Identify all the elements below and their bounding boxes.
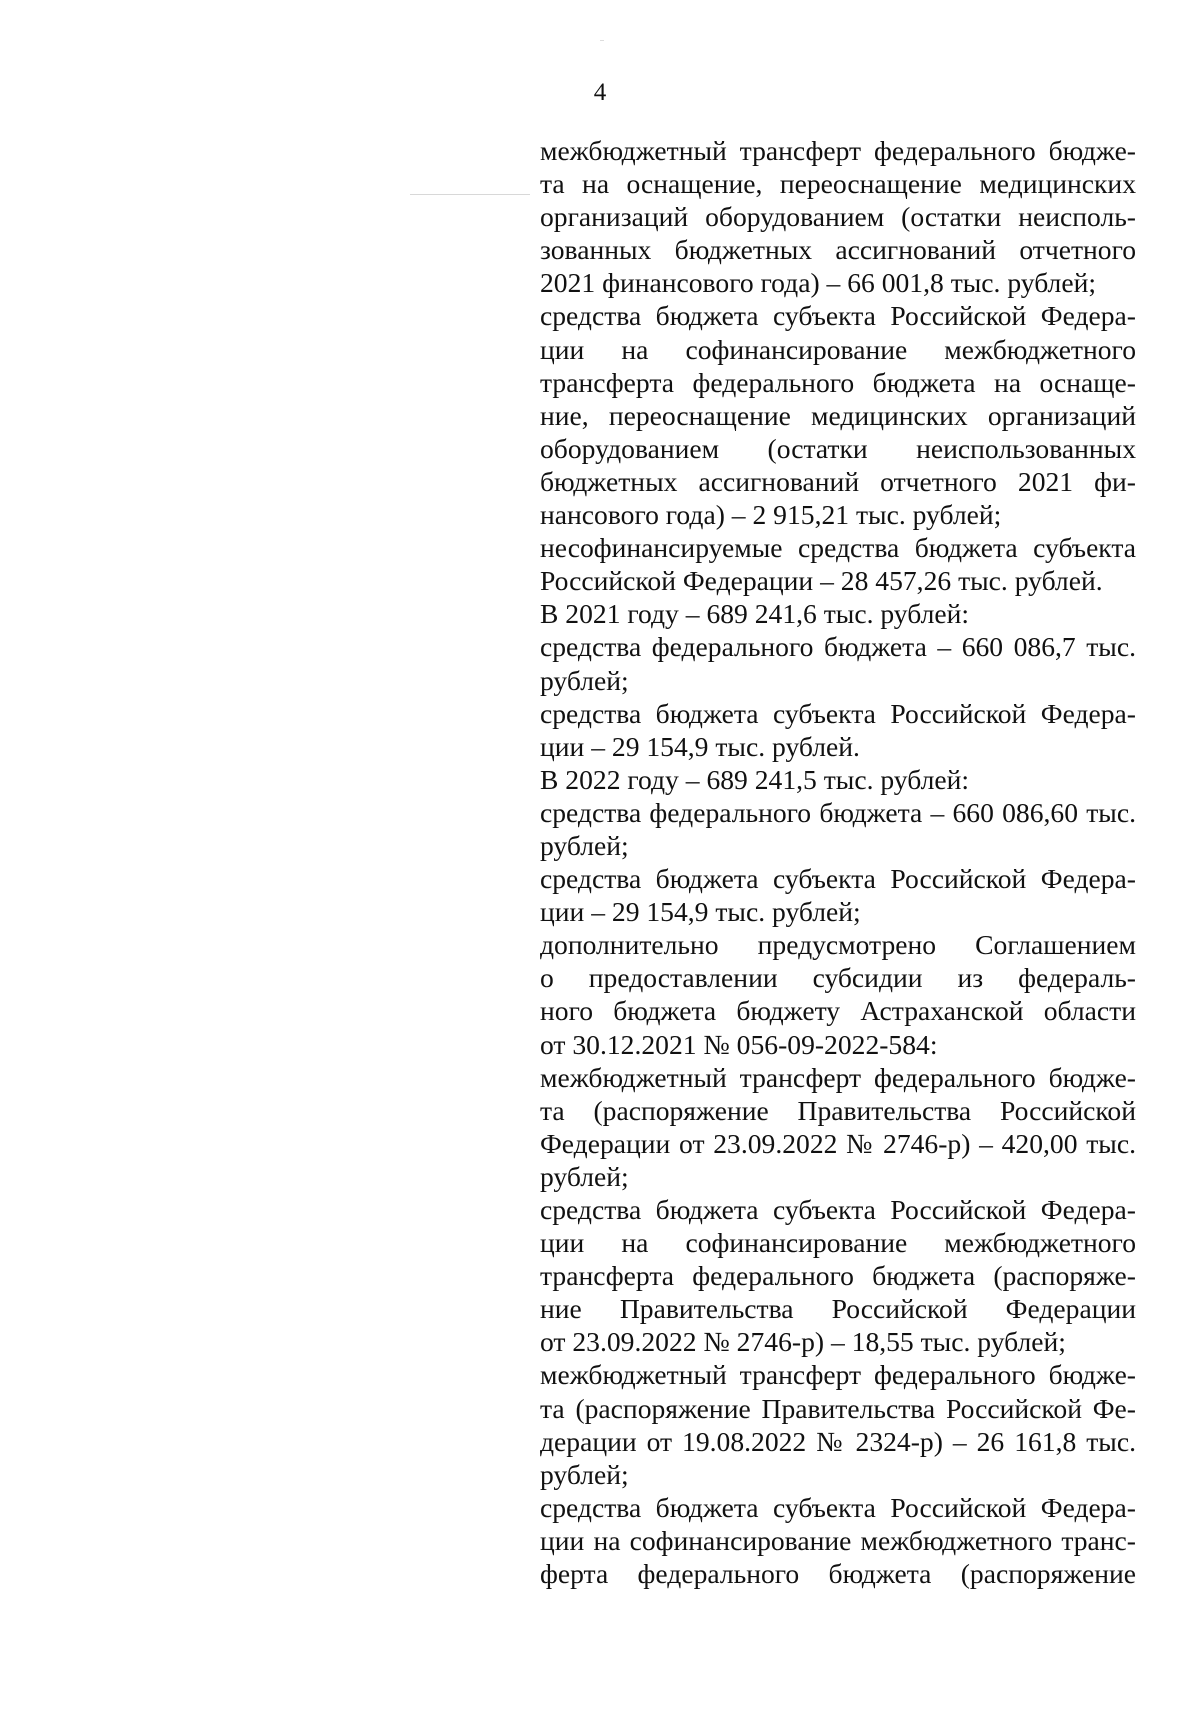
- paragraph: [540, 796, 1136, 862]
- text-line: дерации от 19.08.2022 № 2324-р) – 26 161,8 тыс.: [540, 1425, 1136, 1457]
- text-line: ции на софинансирование межбюджетного: [540, 1227, 1136, 1259]
- paragraph: [540, 1358, 1136, 1490]
- text-line: средства федерального бюджета – 660 086,60 тыс.: [540, 796, 1136, 828]
- text-line: средства бюджета субъекта Российской Федера-: [540, 697, 1136, 729]
- text-line: зованных бюджетных ассигнований отчетного: [540, 234, 1136, 266]
- text-line: трансферта федерального бюджета (распоряже-: [540, 1260, 1136, 1292]
- paragraph: [540, 1491, 1136, 1590]
- text-line: несофинансируемые средства бюджета субъекта: [540, 532, 1136, 564]
- text-line: от 23.09.2022 № 2746-р) – 18,55 тыс. рублей;: [540, 1326, 1066, 1358]
- text-line: оборудованием (остатки неиспользованных: [540, 432, 1136, 464]
- text-line: ного бюджета бюджету Астраханской области: [540, 995, 1136, 1027]
- text-line: средства бюджета субъекта Российской Федера-: [540, 863, 1136, 895]
- text-line: трансферта федерального бюджета на оснаще-: [540, 366, 1136, 398]
- text-line: ции – 29 154,9 тыс. рублей.: [540, 730, 860, 762]
- paragraph: [540, 1061, 1136, 1193]
- text-line: 2021 финансового года) – 66 001,8 тыс. рублей;: [540, 267, 1097, 299]
- text-line: от 30.12.2021 № 056-09-2022-584:: [540, 1028, 938, 1060]
- text-line: о предоставлении субсидии из федераль-: [540, 962, 1136, 994]
- text-line: ции на софинансирование межбюджетного транс-: [540, 1524, 1136, 1556]
- text-line: та (распоряжение Правительства Российской Фе-: [540, 1392, 1136, 1424]
- paragraph: [540, 134, 1136, 299]
- text-line: ние, переоснащение медицинских организаций: [540, 399, 1136, 431]
- text-line: межбюджетный трансферт федерального бюдже-: [540, 1359, 1136, 1391]
- document-body: [540, 134, 1136, 1590]
- text-line: рублей;: [540, 1160, 629, 1192]
- text-line: Российской Федерации – 28 457,26 тыс. рублей.: [540, 565, 1103, 597]
- text-line: средства федерального бюджета – 660 086,7 тыс.: [540, 631, 1136, 663]
- paragraph: [540, 1193, 1136, 1358]
- text-line: межбюджетный трансферт федерального бюдже-: [540, 1061, 1136, 1093]
- text-line: В 2021 году – 689 241,6 тыс. рублей:: [540, 598, 970, 630]
- text-line: В 2022 году – 689 241,5 тыс. рублей:: [540, 763, 970, 795]
- paragraph: [540, 763, 1136, 796]
- text-line: средства бюджета субъекта Российской Федера-: [540, 1491, 1136, 1523]
- text-line: рублей;: [540, 829, 629, 861]
- text-line: организаций оборудованием (остатки неисполь-: [540, 201, 1136, 233]
- text-line: межбюджетный трансферт федерального бюдже-: [540, 135, 1136, 166]
- paragraph: [540, 630, 1136, 696]
- text-line: ние Правительства Российской Федерации: [540, 1293, 1136, 1325]
- text-line: та (распоряжение Правительства Российской: [540, 1094, 1136, 1126]
- text-line: Федерации от 23.09.2022 № 2746-р) – 420,00 тыс.: [540, 1127, 1136, 1159]
- text-line: средства бюджета субъекта Российской Федера-: [540, 1194, 1136, 1225]
- text-line: бюджетных ассигнований отчетного 2021 фи-: [540, 465, 1136, 497]
- paragraph: [540, 531, 1136, 597]
- paragraph: [540, 928, 1136, 1060]
- text-line: ферта федерального бюджета (распоряжение: [540, 1558, 1136, 1590]
- text-line: ции – 29 154,9 тыс. рублей;: [540, 896, 861, 928]
- paragraph: [540, 862, 1136, 928]
- page-number: 4: [593, 79, 607, 106]
- text-line: нансового года) – 2 915,21 тыс. рублей;: [540, 499, 1002, 531]
- text-line: средства бюджета субъекта Российской Федера-: [540, 300, 1136, 332]
- scan-artifact: [410, 194, 530, 195]
- text-line: дополнительно предусмотрено Соглашением: [540, 929, 1136, 961]
- scan-artifact: [600, 40, 604, 41]
- text-line: та на оснащение, переоснащение медицинских: [540, 168, 1136, 200]
- text-line: рублей;: [540, 664, 629, 696]
- text-line: рублей;: [540, 1458, 629, 1490]
- text-line: ции на софинансирование межбюджетного: [540, 333, 1136, 365]
- paragraph: [540, 299, 1136, 531]
- paragraph: [540, 597, 1136, 630]
- paragraph: [540, 697, 1136, 763]
